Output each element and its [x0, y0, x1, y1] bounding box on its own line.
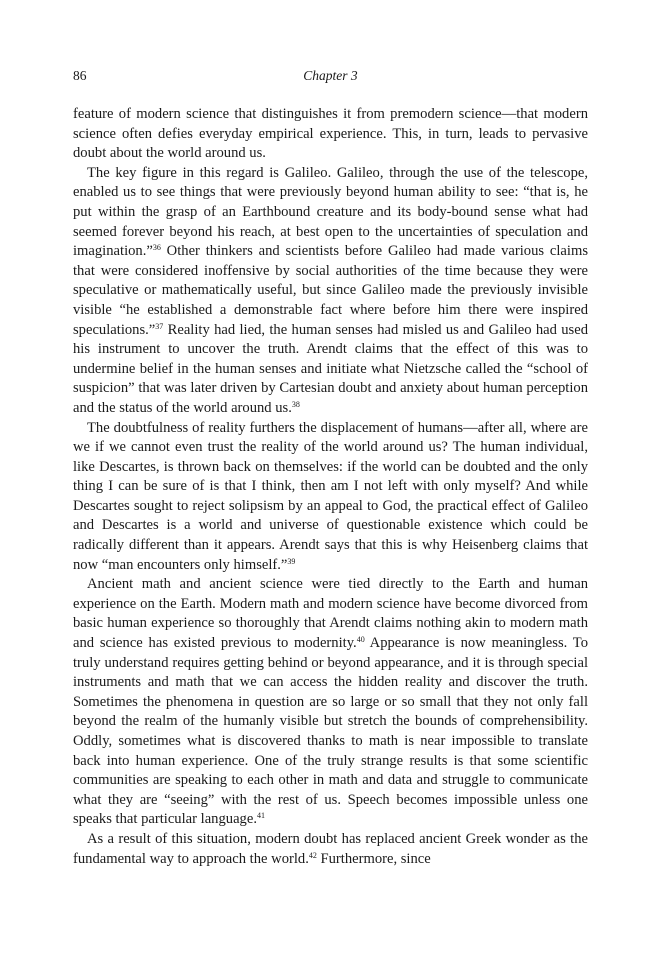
paragraph-text: Other thinkers and scientists before Galileo had made various claims that were considered inoffensive by social authorities of the time because they were speculative or mathematically useful, but since Galileo made the previously invisible visible “he established a demonstrable fact where before him there were inspired speculations.” — [73, 243, 588, 338]
paragraph — [73, 105, 588, 164]
paragraph-text: Appearance is now meaningless. To truly understand requires getting behind or beyond appearance, and it is through special instruments and math that we can access the hidden reality and discover the truth. Sometimes the phenomena in question are so large or so small that they not only fall beyond the realm of the humanly visible but stretch the bounds of comprehensibility. Oddly, sometimes what is discovered thanks to math is near impossible to translate back into human experience. One of the truly strange results is that some scientific communities are speaking to each other in math and data and struggle to communicate what they are “seeing” with the rest of us. Speech becomes impossible unless one speaks that particular language. — [73, 635, 588, 828]
book-page — [73, 68, 588, 869]
paragraph-text: As a result of this situation, modern doubt has replaced ancient Greek wonder as the fundamental way to approach the world. — [73, 830, 588, 867]
footnote-marker: 38 — [291, 399, 300, 409]
paragraph — [73, 830, 588, 869]
footnote-marker: 41 — [256, 811, 265, 821]
paragraph-text: Furthermore, since — [316, 850, 431, 867]
page-number: 86 — [73, 68, 87, 83]
footnote-marker: 37 — [155, 321, 164, 331]
footnote-marker: 36 — [152, 243, 161, 253]
footnote-marker: 39 — [287, 556, 296, 566]
footnote-marker: 40 — [356, 635, 365, 645]
paragraph — [73, 164, 588, 419]
paragraph-text: Ancient math and ancient science were tied directly to the Earth and human experience on the Earth. Modern math and modern science have become divorced from basic human experience so thoroughly that Arendt claims nothing akin to modern math and science has existed previous to modernity. — [73, 576, 588, 652]
paragraph — [73, 419, 588, 576]
running-head — [73, 68, 588, 88]
chapter-title: Chapter 3 — [303, 68, 358, 83]
paragraph-text: The key figure in this regard is Galileo. Galileo, through the use of the telescope, enabled us to see things that were previously beyond human ability to see: “that is, he put within the grasp of an Earthbound creature and its body-bound sense what had seemed forever beyond his reach, at best open to the uncertainties of speculation and imagination.” — [73, 164, 588, 260]
footnote-marker: 42 — [308, 850, 317, 860]
body-text — [73, 105, 588, 869]
paragraph — [73, 575, 588, 830]
paragraph-text: The doubtfulness of reality furthers the displacement of humans—after all, where are we if we cannot even trust the reality of the world around us? The human individual, like Descartes, is thrown back on themselves: if the world can be doubted and the only thing I can be sure of is that I think, then am I not left with only myself? And while Descartes sought to reject solipsism by an appeal to God, the practical effect of Galileo and Descartes is a world and universe of questionable existence which could be radically different than it appears. Arendt says that this is why Heisenberg claims that now “man encounters only himself.” — [73, 419, 588, 573]
paragraph-text: feature of modern science that distinguishes it from premodern science—that modern science often defies everyday empirical experience. This, in turn, leads to pervasive doubt about the world around us. — [73, 106, 588, 162]
paragraph-text: Reality had lied, the human senses had misled us and Galileo had used his instrument to uncover the truth. Arendt claims that the effect of this was to undermine belief in the human senses and initiate what Nietzsche called the “school of suspicion” that was later driven by Cartesian doubt and anxiety about human perception and the status of the world around us. — [73, 321, 588, 416]
